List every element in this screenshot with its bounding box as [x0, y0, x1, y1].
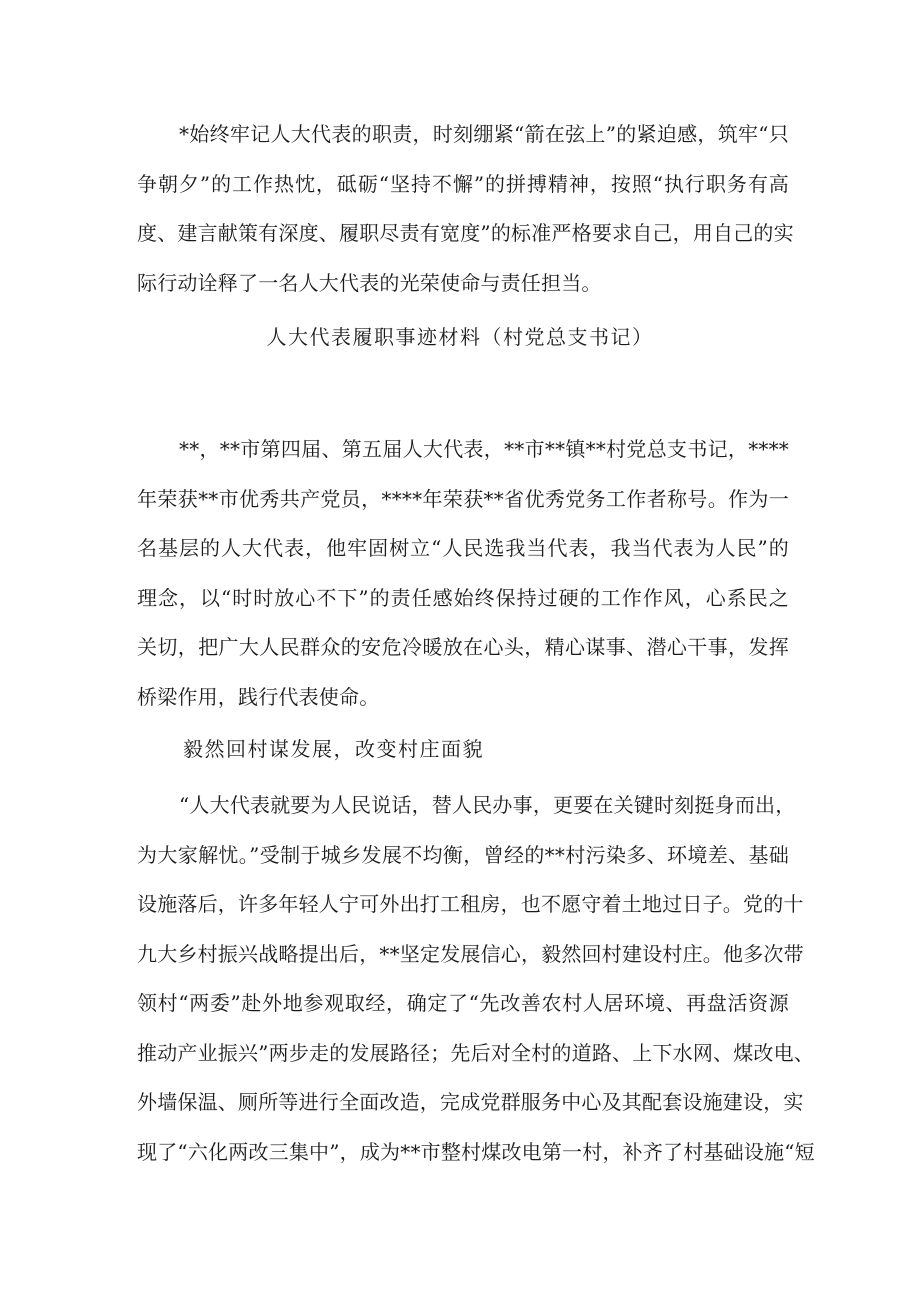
story-paragraph — [137, 781, 815, 1177]
document-title: 人大代表履职事迹材料（村党总支书记） — [266, 325, 654, 349]
paragraph-line: 外墙保温、厕所等进行全面改造，完成党群服务中心及其配套设施建设，实 — [137, 1090, 804, 1114]
paragraph-line: 九大乡村振兴战略提出后，**坚定发展信心，毅然回村建设村庄。他多次带 — [137, 941, 804, 966]
paragraph-line: 理念，以“时时放心不下”的责任感始终保持过硬的工作作风，心系民之 — [137, 585, 789, 610]
paragraph-line: 关切，把广大人民群众的安危冷暖放在心头，精心谋事、潜心干事，发挥 — [137, 635, 789, 659]
paragraph-line: 推动产业振兴”两步走的发展路径；先后对全村的道路、上下水网、煤改电、 — [137, 1040, 815, 1065]
paragraph-line: 度、建言献策有深度、履职尽责有宽度”的标准严格要求自己，用自己的实 — [137, 221, 794, 245]
section-heading: 毅然回村谋发展，改变村庄面貌 — [183, 737, 484, 761]
paragraph-line: 现了“六化两改三集中”，成为**市整村煤改电第一村，补齐了村基础设施“短 — [137, 1139, 815, 1164]
paragraph-line: 桥梁作用，践行代表使命。 — [137, 684, 380, 709]
paragraph-line: 年荣获**市优秀共产党员，****年荣获**省优秀党务工作者称号。作为一 — [137, 486, 789, 511]
paragraph-line: 际行动诠释了一名人大代表的光荣使命与责任担当。 — [137, 270, 602, 295]
paragraph-line: *始终牢记人大代表的职责，时刻绷紧“箭在弦上”的紧迫感，筑牢“只 — [179, 122, 789, 146]
biography-paragraph — [137, 425, 789, 722]
paragraph-line: 名基层的人大代表，他牢固树立“人民选我当代表，我当代表为人民”的 — [137, 536, 789, 560]
paragraph-line: 领村“两委”赴外地参观取经，确定了“先改善农村人居环境、再盘活资源 — [137, 991, 789, 1015]
paragraph-line: 设施落后，许多年轻人宁可外出打工租房，也不愿守着土地过日子。党的十 — [137, 892, 804, 916]
paragraph-line: 争朝夕”的工作热忱，砥砺“坚持不懈”的拼搏精神，按照“执行职务有高 — [137, 171, 789, 196]
paragraph-line: **，**市第四届、第五届人大代表，**市**镇**村党总支书记，**** — [179, 437, 789, 461]
intro-paragraph — [137, 110, 794, 308]
paragraph-line: “人大代表就要为人民说话，替人民办事，更要在关键时刻挺身而出， — [179, 793, 796, 817]
paragraph-line: 为大家解忧。”受制于城乡发展不均衡，曾经的**村污染多、环境差、基础 — [137, 842, 789, 867]
